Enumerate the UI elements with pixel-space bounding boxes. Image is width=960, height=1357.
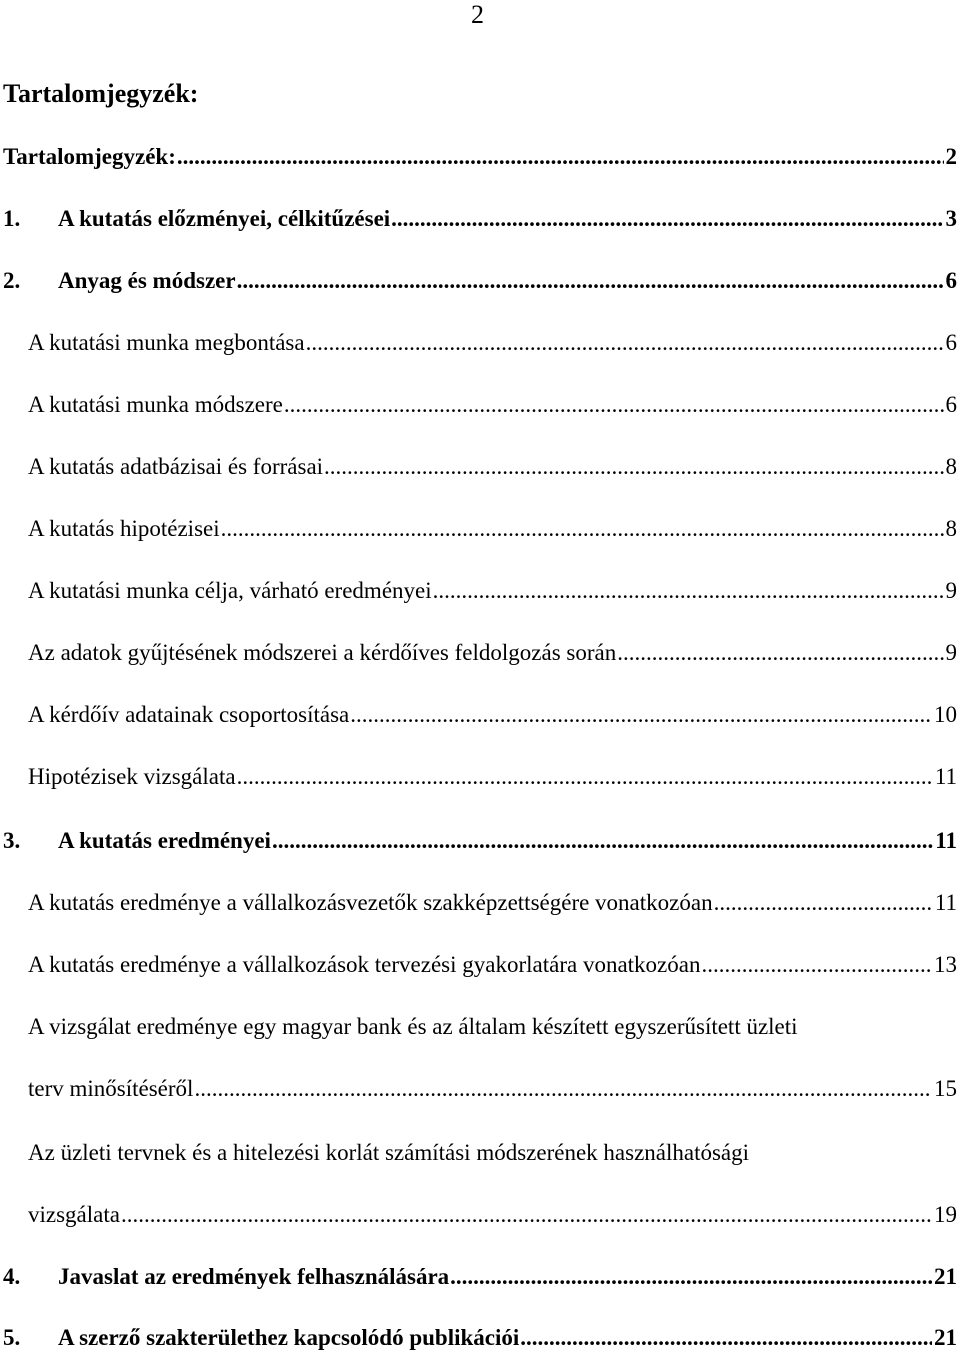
toc-entry-page: 6 bbox=[945, 392, 957, 417]
toc-entry-text: terv minősítéséről bbox=[28, 1076, 194, 1101]
toc-entry-page: 19 bbox=[934, 1202, 957, 1227]
toc-entry-section[interactable] bbox=[0, 1199, 960, 1231]
toc-entry-page: 6 bbox=[945, 330, 957, 355]
toc-leader bbox=[324, 451, 943, 483]
toc-entry-number: 5. bbox=[3, 1325, 21, 1350]
toc-leader bbox=[714, 887, 933, 919]
toc-entry-page: 9 bbox=[945, 640, 957, 665]
toc-leader bbox=[237, 761, 933, 793]
toc-leader bbox=[221, 513, 944, 545]
toc-heading: Tartalomjegyzék: bbox=[3, 79, 199, 108]
toc-entry-chapter-4[interactable] bbox=[0, 1261, 960, 1293]
toc-entry-text: A szerző szakterülethez kapcsolódó publikációi bbox=[58, 1325, 520, 1350]
toc-entry-text: A kutatási munka módszere bbox=[28, 392, 283, 417]
toc-entry-text: A kutatás hipotézisei bbox=[28, 516, 220, 541]
toc-entry-text: Javaslat az eredmények felhasználására bbox=[58, 1264, 450, 1289]
toc-leader bbox=[121, 1199, 932, 1231]
toc-leader bbox=[237, 265, 944, 297]
toc-entry-text: A kutatás adatbázisai és forrásai bbox=[28, 454, 324, 479]
toc-entry-text: A kutatási munka megbontása bbox=[28, 330, 305, 355]
toc-entry-page: 11 bbox=[934, 890, 957, 915]
toc-entry-page: 10 bbox=[934, 702, 957, 727]
toc-entry-text: A kutatás eredményei bbox=[58, 828, 271, 853]
toc-entry-text: Az adatok gyűjtésének módszerei a kérdőíves feldolgozás során bbox=[28, 640, 617, 665]
toc-entry-section[interactable] bbox=[0, 761, 960, 793]
toc-leader bbox=[350, 699, 932, 731]
toc-leader bbox=[272, 825, 933, 857]
toc-entry-section-line1[interactable] bbox=[0, 1011, 960, 1043]
toc-entry-section-line1[interactable] bbox=[0, 1137, 960, 1169]
page-number: 2 bbox=[471, 0, 484, 29]
toc-entry-text: Tartalomjegyzék: bbox=[3, 144, 176, 169]
toc-entry-toc[interactable] bbox=[0, 141, 960, 173]
toc-entry-text: A kutatás eredménye a vállalkozások tervezési gyakorlatára vonatkozóan bbox=[28, 952, 701, 977]
toc-leader bbox=[617, 637, 943, 669]
toc-entry-page: 8 bbox=[945, 454, 957, 479]
toc-leader bbox=[450, 1261, 932, 1293]
toc-entry-chapter-2[interactable] bbox=[0, 265, 960, 297]
toc-entry-number: 3. bbox=[3, 828, 21, 853]
toc-entry-text: A kutatás eredménye a vállalkozásvezetők szakképzettségére vonatkozóan bbox=[28, 890, 713, 915]
toc-entry-page: 21 bbox=[934, 1264, 957, 1289]
toc-leader bbox=[701, 949, 932, 981]
toc-leader bbox=[194, 1073, 932, 1105]
toc-entry-section[interactable] bbox=[0, 949, 960, 981]
toc-entry-chapter-5[interactable] bbox=[0, 1322, 960, 1354]
toc-entry-text: vizsgálata bbox=[28, 1202, 120, 1227]
toc-entry-page: 11 bbox=[935, 828, 957, 853]
toc-entry-section[interactable] bbox=[0, 637, 960, 669]
toc-entry-section[interactable] bbox=[0, 389, 960, 421]
toc-entry-section[interactable] bbox=[0, 1073, 960, 1105]
toc-entry-page: 2 bbox=[945, 144, 957, 169]
toc-entry-page: 3 bbox=[945, 206, 957, 231]
toc-leader bbox=[177, 141, 944, 173]
toc-entry-section[interactable] bbox=[0, 451, 960, 483]
toc-entry-number: 4. bbox=[3, 1264, 21, 1289]
toc-entry-text: A kutatási munka célja, várható eredményei bbox=[28, 578, 432, 603]
toc-entry-section[interactable] bbox=[0, 513, 960, 545]
toc-entry-section[interactable] bbox=[0, 699, 960, 731]
toc-entry-text: Az üzleti tervnek és a hitelezési korlát számítási módszerének használhatósági bbox=[28, 1140, 750, 1165]
toc-entry-chapter-1[interactable] bbox=[0, 203, 960, 235]
toc-leader bbox=[433, 575, 944, 607]
toc-entry-page: 9 bbox=[945, 578, 957, 603]
toc-entry-page: 11 bbox=[934, 764, 957, 789]
toc-entry-text: A vizsgálat eredménye egy magyar bank és az általam készített egyszerűsített üzleti bbox=[28, 1014, 798, 1039]
toc-entry-text: A kutatás előzményei, célkitűzései bbox=[58, 206, 391, 231]
toc-entry-chapter-3[interactable] bbox=[0, 825, 960, 857]
toc-entry-number: 1. bbox=[3, 206, 21, 231]
toc-entry-text: Anyag és módszer bbox=[58, 268, 236, 293]
toc-leader bbox=[284, 389, 944, 421]
toc-leader bbox=[520, 1322, 932, 1354]
toc-entry-page: 8 bbox=[945, 516, 957, 541]
toc-entry-page: 15 bbox=[934, 1076, 957, 1101]
toc-leader bbox=[306, 327, 944, 359]
toc-entry-number: 2. bbox=[3, 268, 21, 293]
toc-entry-page: 6 bbox=[945, 268, 957, 293]
toc-entry-section[interactable] bbox=[0, 887, 960, 919]
toc-entry-section[interactable] bbox=[0, 327, 960, 359]
toc-entry-section[interactable] bbox=[0, 575, 960, 607]
toc-leader bbox=[391, 203, 943, 235]
toc-entry-page: 13 bbox=[934, 952, 957, 977]
toc-entry-page: 21 bbox=[934, 1325, 957, 1350]
toc-entry-text: A kérdőív adatainak csoportosítása bbox=[28, 702, 350, 727]
toc-entry-text: Hipotézisek vizsgálata bbox=[28, 764, 236, 789]
